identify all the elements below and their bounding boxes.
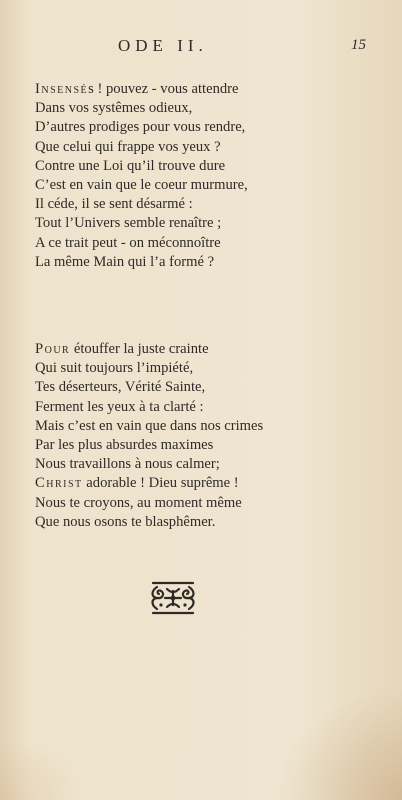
verse-text: Ferment les yeux à ta clarté : [35, 398, 204, 415]
running-head [0, 36, 402, 60]
verse-line [35, 214, 365, 233]
small-caps-lead: Pour [35, 341, 71, 357]
verse-line [35, 474, 365, 493]
verse-text: Tout l’Univers semble renaître ; [35, 215, 222, 232]
fleuron-ornament-icon [149, 577, 197, 619]
stanza-2 [35, 340, 365, 532]
verse-text: étouffer la juste crainte [70, 341, 209, 357]
verse-line [35, 340, 365, 359]
page-title: ODE II. [118, 36, 208, 55]
small-caps-lead: Christ [35, 475, 83, 492]
verse-line [35, 417, 365, 436]
verse-text: Contre une Loi qu’il trouve dure [35, 157, 226, 174]
verse-text: Que nous osons te blasphêmer. [35, 513, 216, 530]
verse-line [35, 99, 365, 118]
verse-line [35, 455, 365, 474]
page-number: 15 [351, 37, 366, 53]
verse-text: Dans vos systêmes odieux, [35, 100, 193, 117]
verse-line [35, 176, 365, 195]
verse-line [35, 436, 365, 455]
small-caps-lead: Insensé [35, 81, 89, 97]
verse-text: Tes déserteurs, Vérité Sainte, [35, 379, 206, 396]
verse-line [35, 118, 365, 137]
verse-text: C’est en vain que le coeur murmure, [35, 176, 248, 193]
verse-text: Par les plus absurdes maximes [35, 436, 214, 453]
verse-text: Qui suit toujours l’impiété, [35, 360, 194, 377]
verse-text: Nous te croyons, au moment même [35, 494, 242, 511]
verse-line [35, 494, 365, 513]
verse-text: Que celui qui frappe vos yeux ? [35, 138, 221, 155]
verse-text: Mais c’est en vain que dans nos crimes [35, 417, 264, 434]
verse-text: s ! pouvez - vous attendre [88, 81, 239, 97]
verse-text: adorable ! Dieu suprême ! [82, 475, 239, 492]
verse-line [35, 195, 365, 214]
verse-line [35, 253, 365, 272]
verse-text: La même Main qui l’a formé ? [35, 253, 215, 270]
verse-line [35, 80, 365, 99]
verse-line [35, 234, 365, 253]
verse-line [35, 138, 365, 157]
verse-text: Nous travaillons à nous calmer; [35, 456, 220, 473]
verse-line [35, 398, 365, 417]
verse-text: Il céde, il se sent désarmé : [35, 196, 193, 213]
verse-text: A ce trait peut - on méconnoître [35, 234, 221, 251]
verse-text: D’autres prodiges pour vous rendre, [35, 119, 246, 136]
verse-line [35, 513, 365, 532]
verse-line [35, 378, 365, 397]
verse-line [35, 359, 365, 378]
stanza-1 [35, 80, 365, 272]
verse-line [35, 157, 365, 176]
